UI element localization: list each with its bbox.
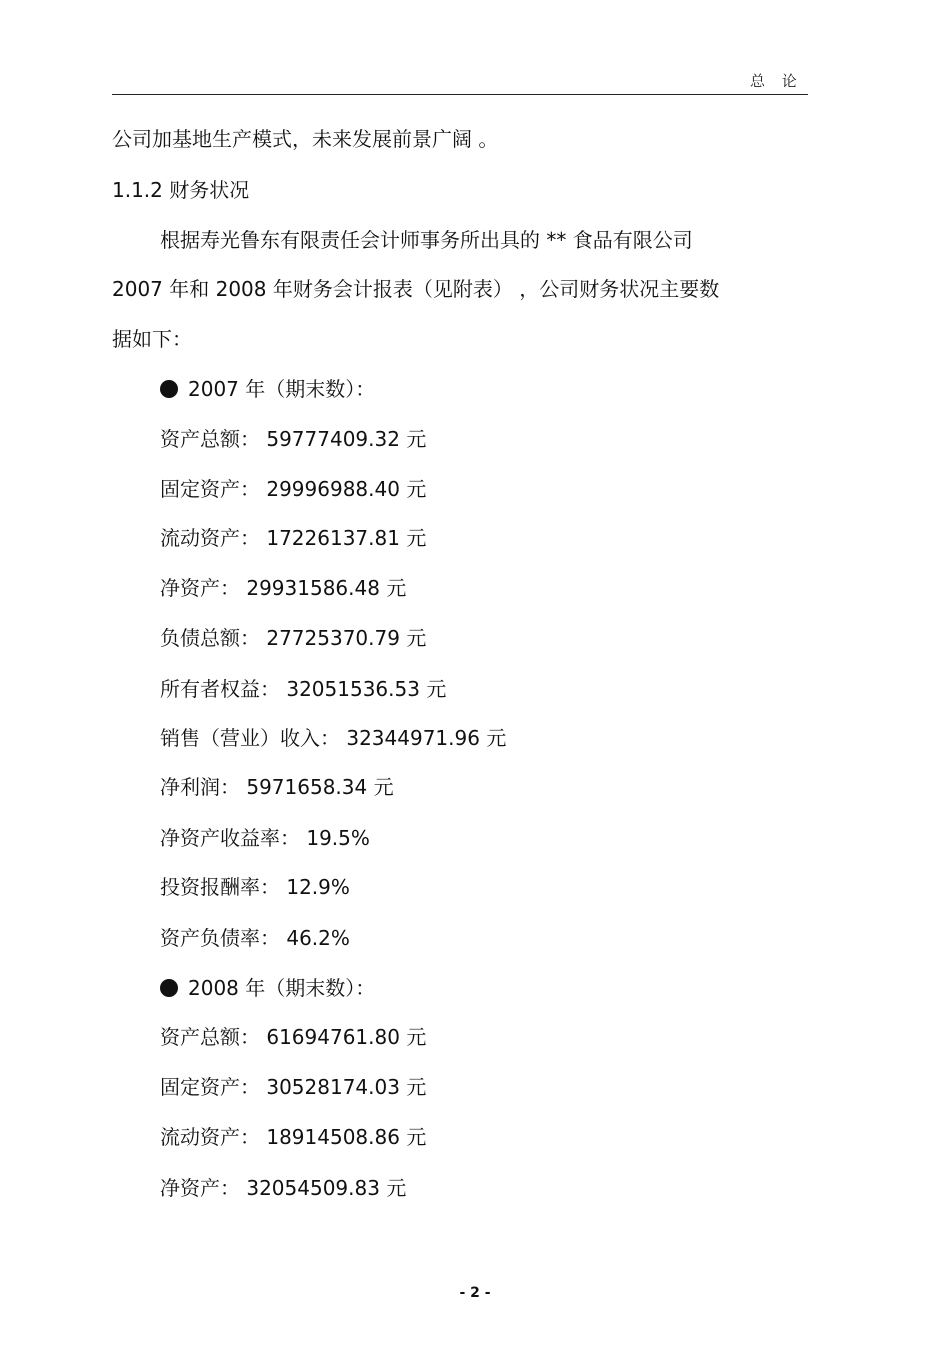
item-label: 资产总额：: [160, 1025, 260, 1049]
year-heading-2008: [160, 973, 375, 1003]
item-label: 净资产：: [160, 576, 240, 600]
item-label: 净资产：: [160, 1176, 240, 1200]
financial-item: [160, 823, 370, 853]
item-value: 30528174.03 元: [266, 1075, 427, 1099]
item-label: 净资产收益率：: [160, 826, 300, 850]
item-label: 所有者权益：: [160, 677, 280, 701]
item-label: 资产负债率：: [160, 926, 280, 950]
item-label: 固定资产：: [160, 1075, 260, 1099]
item-value: 59777409.32 元: [266, 427, 427, 451]
item-label: 流动资产：: [160, 1125, 260, 1149]
item-value: 32054509.83 元: [246, 1176, 407, 1200]
financial-item: [160, 1122, 426, 1152]
financial-item: [160, 772, 394, 802]
paragraph-line: 2007 年和 2008 年财务会计报表（见附表） ，公司财务状况主要数: [112, 277, 720, 301]
bullet-icon: [160, 380, 178, 398]
item-label: 负债总额：: [160, 626, 260, 650]
item-label: 投资报酬率：: [160, 875, 280, 899]
financial-item: [160, 923, 350, 953]
financial-item: [160, 723, 506, 753]
item-value: 18914508.86 元: [266, 1125, 427, 1149]
item-label: 固定资产：: [160, 477, 260, 501]
page-number: - 2 -: [459, 1285, 491, 1301]
item-value: 32051536.53 元: [286, 677, 447, 701]
item-label: 流动资产：: [160, 526, 260, 550]
year-heading-text: 2007 年（期末数）：: [188, 377, 376, 401]
financial-item: [160, 573, 406, 603]
financial-item: [160, 1173, 406, 1203]
item-label: 销售（营业）收入：: [160, 726, 340, 750]
section-heading: 1.1.2 财务状况: [112, 178, 250, 202]
financial-item: [160, 523, 426, 553]
header-rule: [112, 94, 808, 95]
item-value: 5971658.34 元: [246, 775, 394, 799]
item-value: 27725370.79 元: [266, 626, 427, 650]
item-value: 32344971.96 元: [346, 726, 507, 750]
item-value: 12.9%: [286, 875, 350, 899]
financial-item: [160, 1072, 426, 1102]
paragraph-line: 据如下：: [112, 327, 192, 351]
paragraph-line: 根据寿光鲁东有限责任会计师事务所出具的 ** 食品有限公司: [160, 228, 693, 252]
item-value: 61694761.80 元: [266, 1025, 427, 1049]
item-value: 46.2%: [286, 926, 350, 950]
financial-item: [160, 474, 426, 504]
financial-item: [160, 623, 426, 653]
item-value: 19.5%: [306, 826, 370, 850]
item-label: 资产总额：: [160, 427, 260, 451]
item-label: 净利润：: [160, 775, 240, 799]
year-heading-text: 2008 年（期末数）：: [188, 976, 376, 1000]
bullet-icon: [160, 979, 178, 997]
intro-line: 公司加基地生产模式，未来发展前景广阔 。: [112, 127, 499, 151]
header-title: 总 论: [750, 72, 803, 90]
financial-item: [160, 674, 446, 704]
financial-item: [160, 424, 426, 454]
item-value: 29996988.40 元: [266, 477, 427, 501]
financial-item: [160, 872, 350, 902]
financial-item: [160, 1022, 426, 1052]
item-value: 29931586.48 元: [246, 576, 407, 600]
year-heading-2007: [160, 374, 375, 404]
item-value: 17226137.81 元: [266, 526, 427, 550]
